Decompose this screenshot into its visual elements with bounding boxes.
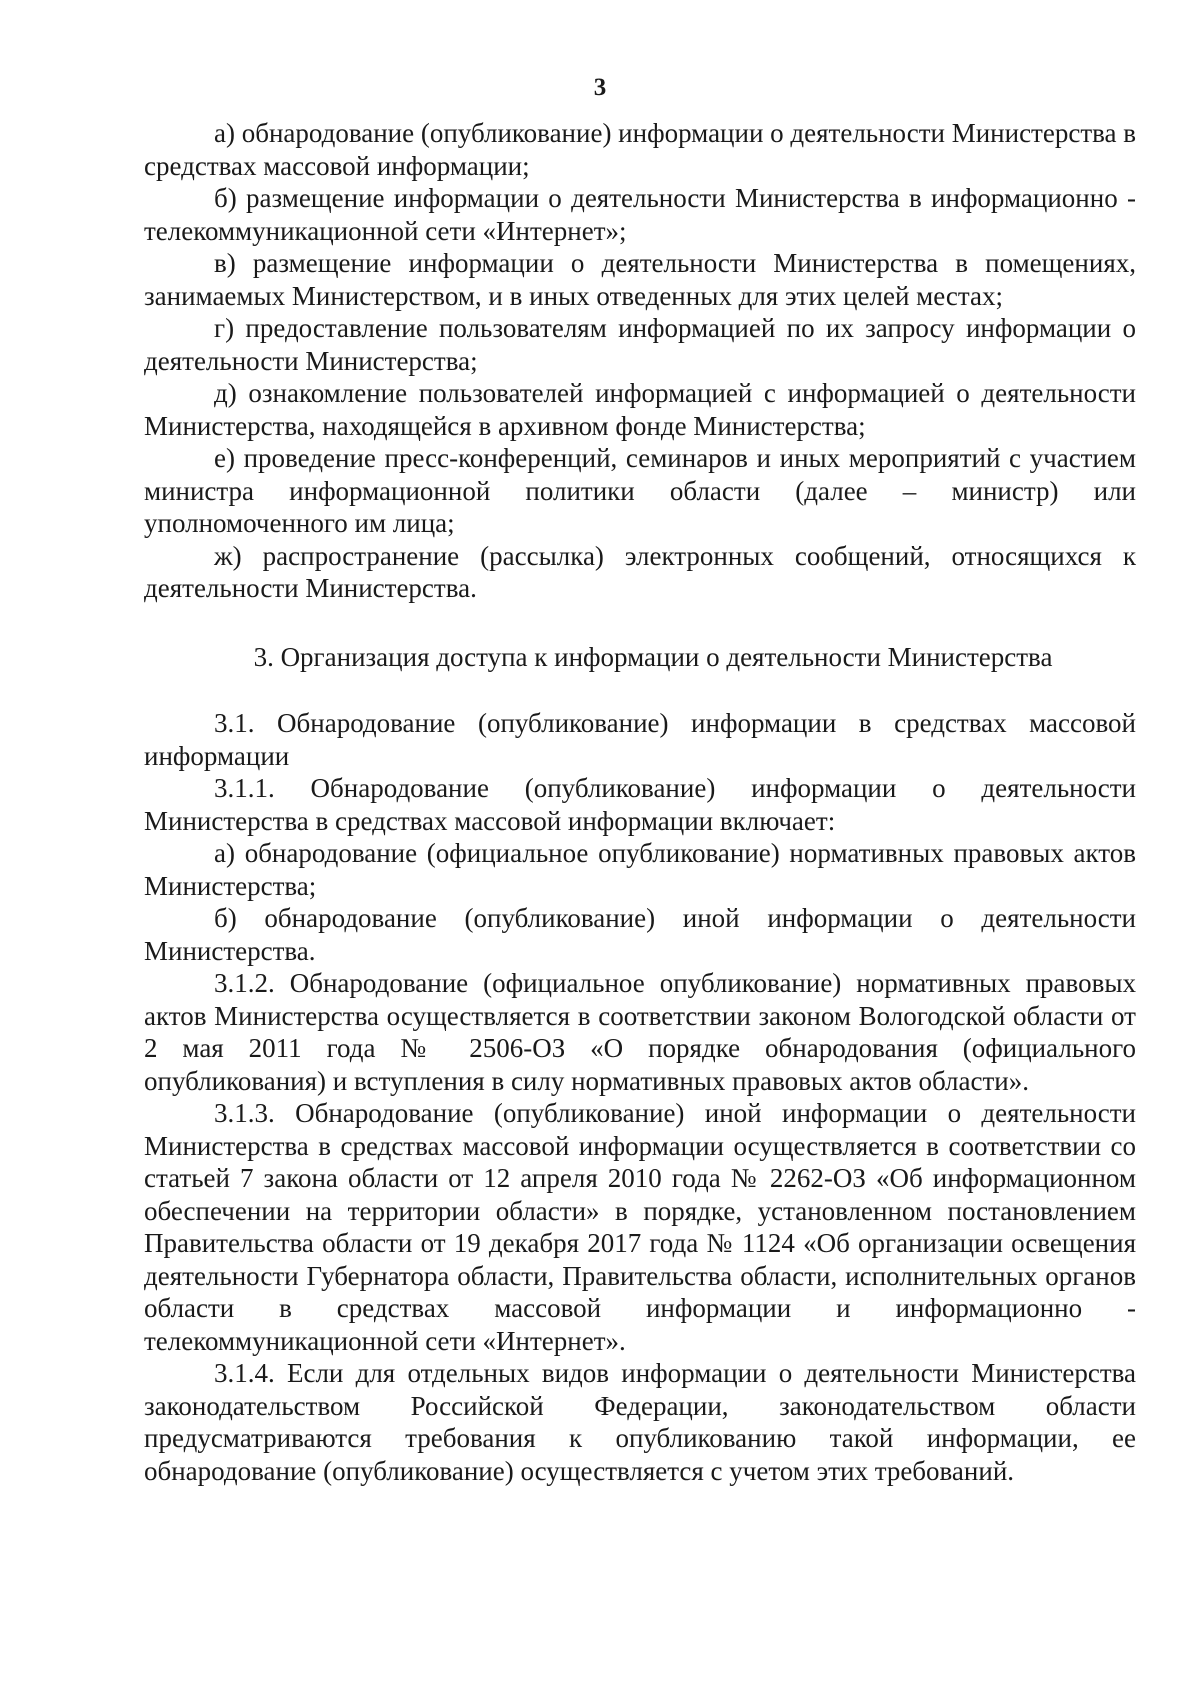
document-body: [144, 117, 1136, 1487]
paragraph-3-1-1-b: б) обнародование (опубликование) иной информации о деятельности Министерства.: [144, 903, 1136, 966]
paragraph-3-1-1: 3.1.1. Обнародование (опубликование) информации о деятельности Министерства в средствах массовой информации включает:: [144, 773, 1136, 836]
paragraph-3-1-2: 3.1.2. Обнародование (официальное опубликование) нормативных правовых актов Министерства осуществляется в соответствии законом Вологодской области от 2 мая 2011 года № 2506-ОЗ «О порядке обнародования (официального опубликования) и вступления в силу нормативных правовых актов области».: [144, 968, 1136, 1096]
list-item-zh: ж) распространение (рассылка) электронных сообщений, относящихся к деятельности Министерства.: [144, 540, 1136, 603]
list-item-a: а) обнародование (опубликование) информации о деятельности Министерства в средствах массовой информации;: [144, 118, 1136, 181]
list-item-e: е) проведение пресс-конференций, семинаров и иных мероприятий с участием министра информационной политики области (далее – министр) или уполномоченного им лица;: [144, 443, 1136, 538]
section-heading: 3. Организация доступа к информации о деятельности Министерства: [253, 641, 1053, 672]
page-number: 3: [593, 74, 607, 101]
list-item-b: б) размещение информации о деятельности Министерства в информационно - телекоммуникационной сети «Интернет»;: [144, 183, 1136, 246]
list-item-v: в) размещение информации о деятельности Министерства в помещениях, занимаемых Министерством, и в иных отведенных для этих целей местах;: [144, 248, 1136, 311]
list-item-d: д) ознакомление пользователей информацией с информацией о деятельности Министерства, находящейся в архивном фонде Министерства;: [144, 378, 1136, 441]
list-item-g: г) предоставление пользователям информацией по их запросу информации о деятельности Министерства;: [144, 313, 1136, 376]
paragraph-3-1-1-a: а) обнародование (официальное опубликование) нормативных правовых актов Министерства;: [144, 838, 1136, 901]
paragraph-3-1-4: 3.1.4. Если для отдельных видов информации о деятельности Министерства законодательством Российской Федерации, законодательством области предусматриваются требования к опубликованию такой информации, ее обнародование (опубликование) осуществляется с учетом этих требований.: [144, 1358, 1136, 1486]
paragraph-3-1: 3.1. Обнародование (опубликование) информации в средствах массовой информации: [144, 708, 1136, 771]
paragraph-3-1-3: 3.1.3. Обнародование (опубликование) иной информации о деятельности Министерства в средствах массовой информации осуществляется в соответствии со статьей 7 закона области от 12 апреля 2010 года № 2262-ОЗ «Об информационном обеспечении на территории области» в порядке, установленном постановлением Правительства области от 19 декабря 2017 года № 1124 «Об организации освещения деятельности Губернатора области, Правительства области, исполнительных органов области в средствах массовой информации и информационно - телекоммуникационной сети «Интернет».: [144, 1098, 1136, 1356]
